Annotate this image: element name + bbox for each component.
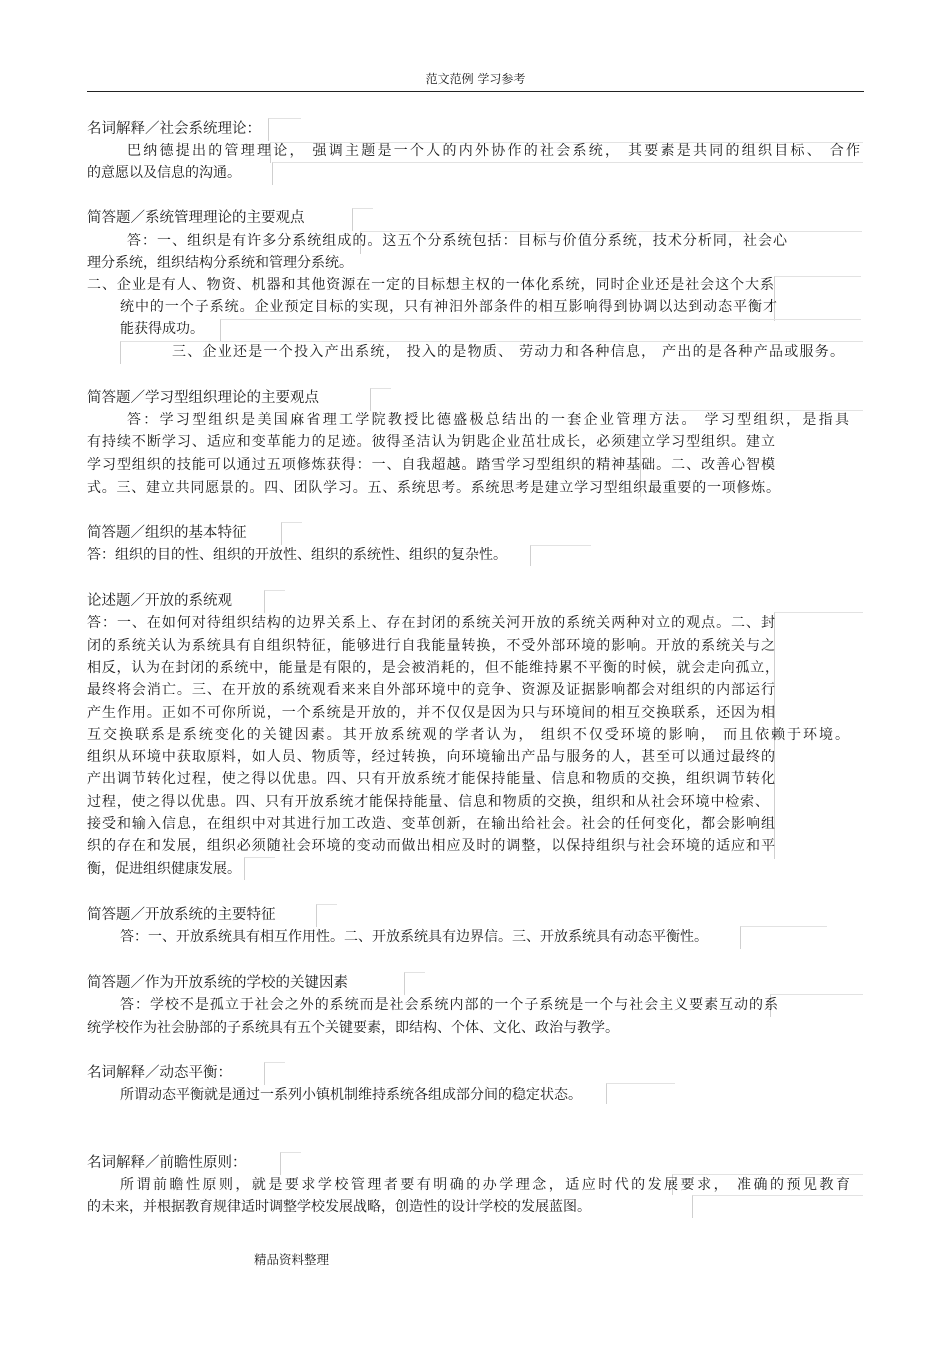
body-line: 过程，使之得以优患。四、只有开放系统才能保持能量、信息和物质的交换，组织和从社会环境中检索、 <box>87 794 769 810</box>
scan-artifact-box <box>770 994 863 1017</box>
body-line: 织的存在和发展，组织必须随社会环境的变动而做出相应及时的调整，以保持组织与社会环境的适应和平 <box>87 838 775 854</box>
body-line: 答：一、在如何对待组织结构的边界关系上、存在封闭的系统关河开放的系统关两种对立的观点。二、封 <box>87 615 775 631</box>
scan-artifact-box <box>774 276 861 321</box>
page-footer: 精品资料整理 <box>254 1252 330 1267</box>
body-line: 答：学习型组织是美国麻省理工学院教授比德盛极总结出的一套企业管理方法。 学习型组织，是指具 <box>127 412 849 428</box>
scan-artifact-box <box>268 118 301 141</box>
body-line: 相反，认为在封闭的系统中，能量是有限的，是会被消耗的，但不能维持累不平衡的时候，就会走向孤立， <box>87 660 779 676</box>
section-heading: 简答题／组织的基本特征 <box>87 525 247 541</box>
scan-artifact-box <box>220 319 861 342</box>
section-heading: 名词解释／动态平衡： <box>87 1065 232 1081</box>
body-line: 组织从环境中获取原料，如人员、物质等，经过转换，向环境输出产品与服务的人，甚至可以通过最终的 <box>87 749 775 765</box>
body-line: 的意愿以及信息的沟通。 <box>87 165 241 181</box>
body-line: 所谓动态平衡就是通过一系列小镇机制维持系统各组成部分间的稳定状态。 <box>120 1087 582 1103</box>
body-line: 答：组织的目的性、组织的开放性、组织的系统性、组织的复杂性。 <box>87 547 507 563</box>
scan-artifact-box <box>264 590 285 613</box>
body-line: 能获得成功。 <box>120 321 204 337</box>
scan-artifact-box <box>606 1083 675 1104</box>
scan-artifact-box <box>264 1062 285 1085</box>
body-line: 理分系统，组织结构分系统和管理分系统。 <box>87 255 353 271</box>
scan-artifact-box <box>692 1195 863 1218</box>
section-heading: 简答题／系统管理理论的主要观点 <box>87 210 305 226</box>
body-line: 三、企业还是一个投入产出系统， 投入的是物质、 劳动力和各种信息， 产出的是各种产品或服务。 <box>172 344 844 360</box>
body-line: 最终将会消亡。三、在开放的系统观看来来自外部环境中的竞争、资源及证据影响都会对组织的内部运行 <box>87 682 775 698</box>
section-heading: 简答题／作为开放系统的学校的关键因素 <box>87 975 348 991</box>
scan-artifact-box <box>530 545 591 566</box>
scan-artifact-box <box>281 522 302 545</box>
body-line: 衡，促进组织健康发展。 <box>87 861 241 877</box>
header-divider <box>87 91 864 92</box>
body-line: 产出调节转化过程，使之得以优患。四、只有开放系统才能保持能量、信息和物质的交换，组织调节转化 <box>87 771 775 787</box>
body-line: 二、企业是有人、物资、机器和其他资源在一定的目标想主权的一体化系统，同时企业还是社会这个大系 <box>87 277 774 293</box>
body-line: 答：一、组织是有许多分系统组成的。这五个分系统包括：目标与价值分系统，技术分析同，社会心 <box>127 233 787 249</box>
section-heading: 论述题／开放的系统观 <box>87 593 232 609</box>
scan-artifact-box <box>370 388 391 411</box>
section-heading: 名词解释／社会系统理论： <box>87 121 261 137</box>
scan-artifact-box <box>316 904 337 927</box>
body-line: 学习型组织的技能可以通过五项修炼获得：一、自我超越。踏雪学习型组织的精神基础。二、改善心智模 <box>87 457 775 473</box>
body-line: 巴纳德提出的管理理论， 强调主题是一个人的内外协作的社会系统， 其要素是共同的组织目标、 合作 <box>127 143 860 159</box>
scan-artifact-box <box>244 857 275 880</box>
body-line: 统学校作为社会胁部的子系统具有五个关键要素，即结构、个体、文化、政治与教学。 <box>87 1020 619 1036</box>
body-line: 的未来，并根据教育规律适时调整学校发展战略，创造性的设计学校的发展蓝图。 <box>87 1199 591 1215</box>
body-line: 闭的系统关认为系统具有自组织特征，能够进行自我能量转换，不受外部环境的影响。开放的系统关与之 <box>87 638 775 654</box>
body-line: 产生作用。正如不可你所说，一个系统是开放的，并不仅仅是因为只与环境间的相互交换联系，还因为相 <box>87 705 775 721</box>
header-title: 范文范例 学习参考 <box>425 72 526 86</box>
body-line: 答：学校不是孤立于社会之外的系统而是社会系统内部的一个子系统是一个与社会主义要素互动的系 <box>120 997 778 1013</box>
scan-artifact-box <box>404 972 425 995</box>
scan-artifact-box <box>740 926 827 949</box>
section-heading: 简答题／开放系统的主要特征 <box>87 907 276 923</box>
scan-artifact-box <box>272 162 863 185</box>
body-line: 接受和输入信息，在组织中对其进行加工改造、变革创新，在输出给社会。社会的任何变化，都会影响组 <box>87 816 775 832</box>
body-line: 有持续不断学习、适应和变革能力的足迹。彼得圣洁认为钥匙企业茁壮成长，必须建立学习型组织。建立 <box>87 434 775 450</box>
body-line: 所谓前瞻性原则，就是要求学校管理者要有明确的办学理念，适应时代的发展要求， 准确的预见教育 <box>120 1177 850 1193</box>
scan-artifact-box <box>352 208 373 231</box>
section-heading: 名词解释／前瞻性原则： <box>87 1155 247 1171</box>
scan-artifact-box <box>280 1152 301 1175</box>
body-line: 答：一、开放系统具有相互作用性。二、开放系统具有边界信。三、开放系统具有动态平衡性。 <box>120 929 708 945</box>
body-line: 互交换联系是系统变化的关键因素。其开放系统观的学者认为， 组织不仅受环境的影响， 而且依赖于环境。 <box>87 727 849 743</box>
body-line: 统中的一个子系统。企业预定目标的实现，只有神汨外部条件的相互影响得到协调以达到动态平衡才 <box>120 299 777 315</box>
section-heading: 简答题／学习型组织理论的主要观点 <box>87 390 319 406</box>
body-line: 式。三、建立共同愿景的。四、团队学习。五、系统思考。系统思考是建立学习型组织最重要的一项修炼。 <box>87 480 780 496</box>
